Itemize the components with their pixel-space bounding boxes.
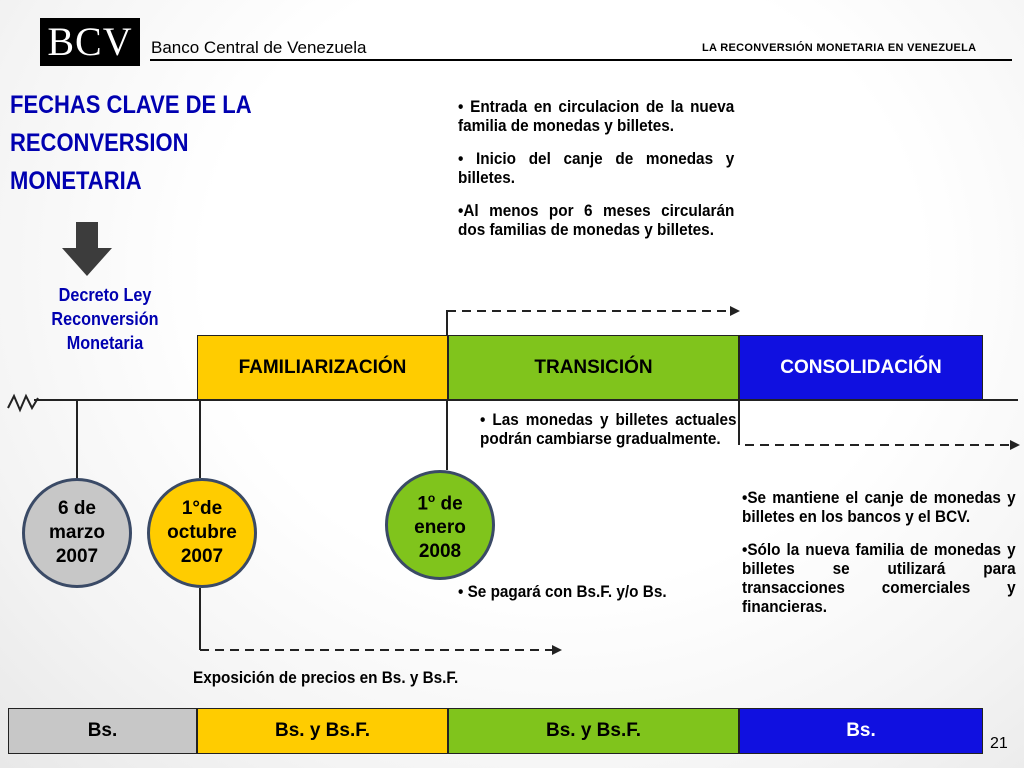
page-number: 21 <box>990 735 1008 752</box>
date-1-line-1: 6 de <box>57 498 97 519</box>
consolidation-notes <box>742 488 1016 630</box>
note-pago: • Se pagará con Bs.F. y/o Bs. <box>458 582 667 601</box>
currency-band-4: Bs. <box>739 708 983 754</box>
transition-note <box>480 410 737 462</box>
title-line-2: RECONVERSION <box>10 129 189 157</box>
note-entrada: • Entrada en circulacion de la nueva familia de monedas y billetes. <box>458 97 735 135</box>
decreto-line-2: Reconversión <box>51 309 159 329</box>
decreto-line-3: Monetaria <box>66 333 144 353</box>
date-3-de: de <box>435 493 463 515</box>
phase-consolidacion: CONSOLIDACIÓN <box>739 335 983 400</box>
date-2-line-2: octubre <box>167 522 237 543</box>
slide-topic: LA RECONVERSIÓN MONETARIA EN VENEZUELA <box>702 42 977 54</box>
bcv-logo: BCV <box>40 18 140 66</box>
title-line-1: FECHAS CLAVE DE LA <box>10 91 252 119</box>
payment-note <box>458 582 728 615</box>
date-3-line-3: 2008 <box>418 541 462 563</box>
currency-band-2: Bs. y Bs.F. <box>197 708 448 754</box>
bank-name: Banco Central de Venezuela <box>151 38 367 57</box>
date-2-line-3: 2007 <box>180 546 224 567</box>
title-line-3: MONETARIA <box>10 167 142 195</box>
date-3-day: 1 <box>417 493 428 515</box>
date-3-line-2: enero <box>414 517 466 539</box>
date-circle-octubre-2007 <box>147 478 257 588</box>
date-2-line-1: 1°de <box>181 498 223 519</box>
date-3-line-1 <box>414 486 466 516</box>
note-canje-bancos: •Se mantiene el canje de monedas y billetes en los bancos y el BCV. <box>742 488 1016 526</box>
phase-familiarizacion: FAMILIARIZACIÓN <box>197 335 448 400</box>
note-dos-familias: •Al menos por 6 meses circularán dos familias de monedas y billetes. <box>458 201 735 239</box>
note-nueva-familia: •Sólo la nueva familia de monedas y billetes se utilizará para transacciones comerciales y financieras. <box>742 540 1016 616</box>
date-1-line-3: 2007 <box>55 546 99 567</box>
exposicion-precios-note: Exposición de precios en Bs. y Bs.F. <box>193 668 459 687</box>
date-circle-enero-2008 <box>385 470 495 580</box>
date-circle-marzo-2007 <box>22 478 132 588</box>
note-cambio-gradual: • Las monedas y billetes actuales podrán cambiarse gradualmente. <box>480 410 737 448</box>
phase-transicion: TRANSICIÓN <box>448 335 739 400</box>
currency-band-3: Bs. y Bs.F. <box>448 708 739 754</box>
date-3-ordinal: o <box>427 490 436 505</box>
note-inicio-canje: • Inicio del canje de monedas y billetes. <box>458 149 735 187</box>
currency-band-1: Bs. <box>8 708 197 754</box>
date-1-line-2: marzo <box>49 522 105 543</box>
decreto-line-1: Decreto Ley <box>58 285 152 305</box>
